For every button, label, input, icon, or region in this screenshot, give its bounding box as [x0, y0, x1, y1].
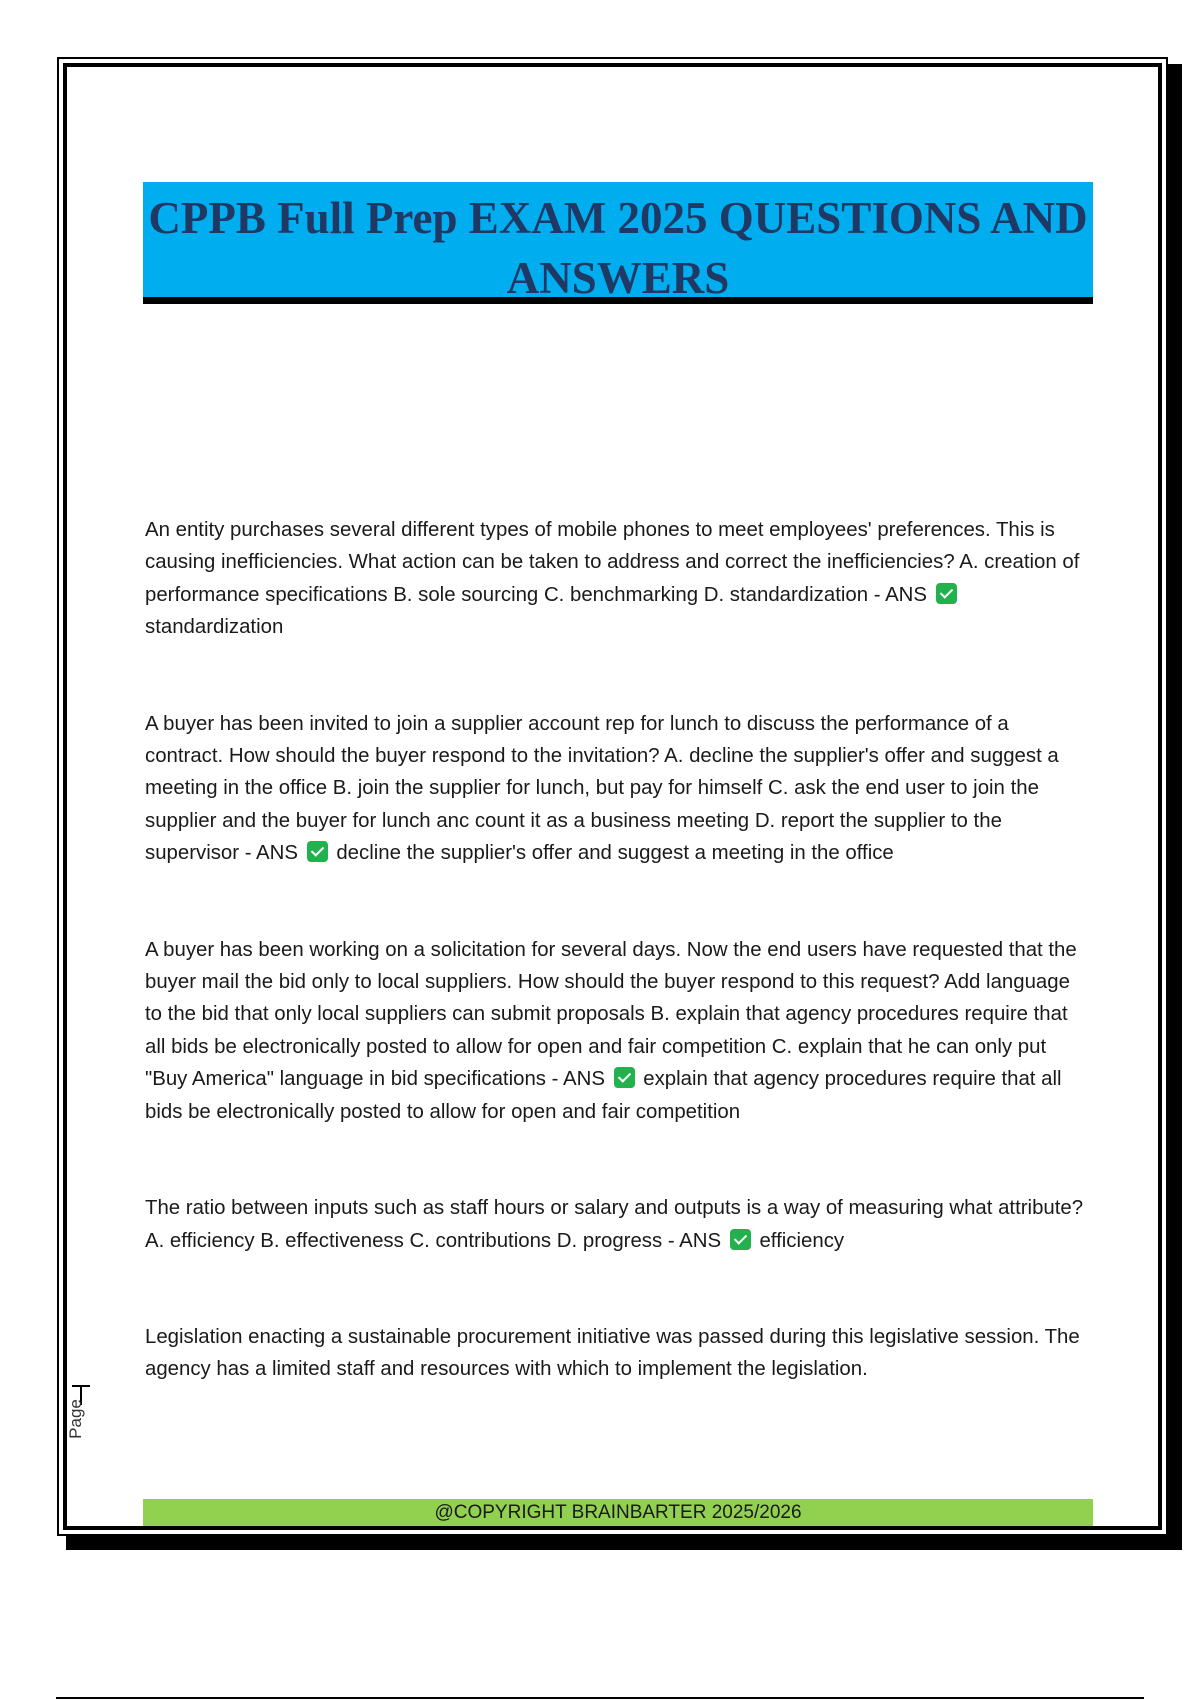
page-number-label: [64, 1385, 104, 1445]
answer-text: explain that agency procedures require that all bids be electronically posted to allow for open and fair competition: [145, 1068, 1062, 1123]
question-item-partial: [145, 1321, 1090, 1386]
question-item: [145, 934, 1090, 1128]
answer-text: efficiency: [759, 1229, 845, 1252]
copyright-text: @COPYRIGHT BRAINBARTER 2025/2026: [434, 1502, 802, 1523]
questions-list: [145, 514, 1090, 1386]
page-title: CPPB Full Prep EXAM 2025 QUESTIONS AND ANSWERS: [148, 193, 1088, 303]
answer-text: standardization: [145, 616, 284, 639]
check-mark-icon: [730, 1229, 751, 1250]
question-item: [145, 514, 1090, 644]
question-text: A buyer has been invited to join a supplier account rep for lunch to discuss the performance of a contract. How should the buyer respond to the invitation? A. decline the supplier's offer and suggest a meeting in the office B. join the supplier for lunch, but pay for himself C. ask the end user to join the supplier and the buyer for lunch anc count it as a business meeting D. report the supplier to the supervisor - ANS: [145, 712, 1059, 865]
question-text: An entity purchases several different types of mobile phones to meet employees' preferences. This is causing inefficiencies. What action can be taken to address and correct the inefficiencies? A. creation of performance specifications B. sole sourcing C. benchmarking D. standardization - ANS: [145, 519, 1080, 606]
question-item: [145, 1192, 1090, 1257]
question-text: The ratio between inputs such as staff hours or salary and outputs is a way of measuring what attribute? A. efficiency B. effectiveness C. contributions D. progress - ANS: [145, 1197, 1084, 1252]
check-mark-icon: [307, 841, 328, 862]
question-text: A buyer has been working on a solicitation for several days. Now the end users have requested that the buyer mail the bid only to local suppliers. How should the buyer respond to this request? Add language to the bid that only local suppliers can submit proposals B. explain that agency procedures require that all bids be electronically posted to allow for open and fair competition C. explain that he can only put "Buy America" language in bid specifications - ANS: [145, 938, 1077, 1091]
check-mark-icon: [936, 583, 957, 604]
question-item: [145, 708, 1090, 870]
page-label-text: Page: [65, 1399, 85, 1439]
check-mark-icon: [614, 1067, 635, 1088]
question-text: Legislation enacting a sustainable procurement initiative was passed during this legislative session. The agency has a limited staff and resources with which to implement the legislation.: [145, 1325, 1080, 1381]
bottom-rule: [56, 1697, 1144, 1699]
footer-bar: [143, 1499, 1093, 1526]
title-banner: [143, 182, 1093, 304]
answer-text: decline the supplier's offer and suggest a meeting in the office: [336, 842, 894, 865]
